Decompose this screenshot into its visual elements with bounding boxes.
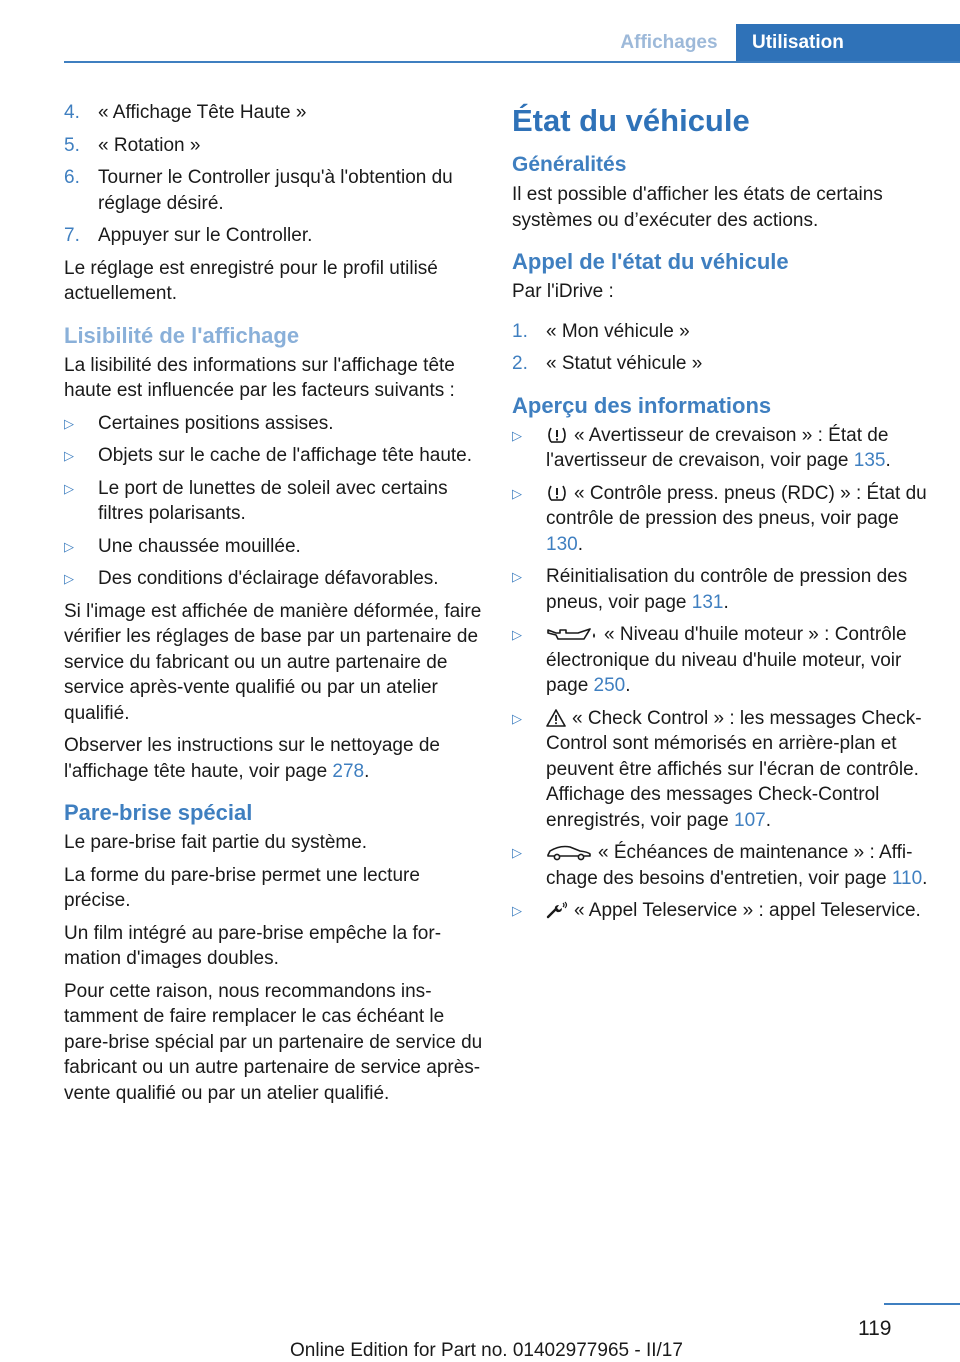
list-item: [512, 898, 932, 924]
list-item: [512, 840, 932, 891]
call-heading: Appel de l'état du véhicule: [512, 249, 789, 274]
left-column: [64, 100, 484, 1113]
page-link[interactable]: 110: [891, 867, 923, 889]
step-number: 5.: [64, 134, 80, 156]
step-item: [512, 351, 932, 377]
page-number: 119: [858, 1317, 892, 1340]
step-number: 7.: [64, 225, 80, 246]
list-item-text: « Échéances de maintenance » : Affichage des besoins d'entretien, voir page: [546, 842, 913, 889]
step-text: « Affichage Tête Haute »: [98, 102, 307, 123]
list-item-text: Certaines positions assises.: [98, 412, 334, 434]
list-item-text: Une chaussée mouillée.: [98, 535, 301, 557]
step-text: « Rotation »: [98, 134, 201, 156]
general-heading: Généralités: [512, 153, 627, 176]
punctuation: .: [765, 809, 771, 831]
distorted-image-note: Si l'image est affichée de manière déformée, faire vérifier les réglages de base par un partenaire de service du fabricant ou un autre partenaire de service après-vente qualifié ou par un atelier qualifié.: [64, 600, 482, 724]
readability-intro: La lisibilité des informations sur l'affichage tête haute est influencée par les facteurs suivants :: [64, 354, 455, 401]
punctuation: .: [885, 450, 891, 471]
bullet-triangle-icon: ▷: [512, 845, 522, 860]
step-item: [64, 100, 484, 126]
page-link[interactable]: 250: [593, 675, 626, 696]
list-item-text: Réinitialisation du contrôle de pression des pneus, voir page: [546, 566, 908, 613]
step-text: « Mon véhicule »: [546, 320, 690, 342]
list-item: [512, 423, 932, 474]
list-item: [64, 411, 484, 437]
step-item: [64, 133, 484, 159]
call-via: Par l'iDrive :: [512, 281, 614, 302]
bullet-triangle-icon: ▷: [64, 480, 74, 496]
warning-triangle-icon: [546, 709, 566, 727]
bullet-triangle-icon: ▷: [64, 538, 74, 554]
step-item: [512, 319, 932, 345]
punctuation: .: [577, 533, 583, 555]
general-text: Il est possible d'afficher les états de certains systèmes ou d’exécuter des actions.: [512, 184, 883, 231]
step-number: 4.: [64, 102, 80, 123]
page-link[interactable]: 130: [546, 533, 578, 555]
page-title: État du véhicule: [512, 103, 750, 138]
list-item: [512, 706, 932, 834]
step-text: Appuyer sur le Controller.: [98, 225, 313, 246]
list-item-text: « Contrôle press. pneus (RDC) » : État du contrôle de pression des pneus, voir page: [546, 482, 927, 529]
footer-rule: [884, 1303, 960, 1305]
step-text: « Statut véhicule »: [546, 353, 703, 374]
section-tab: Affichages: [620, 31, 718, 53]
step-number: 2.: [512, 353, 528, 374]
cleaning-text: Observer les instructions sur le nettoyage de l'affichage tête haute, voir page: [64, 735, 440, 782]
bullet-triangle-icon: ▷: [512, 710, 522, 726]
bullet-triangle-icon: ▷: [64, 571, 74, 586]
bullet-triangle-icon: ▷: [512, 903, 522, 918]
step-text: Tourner le Controller jusqu'à l'obtention du réglage désiré.: [98, 167, 453, 214]
step-number: 6.: [64, 167, 80, 188]
list-item: [64, 566, 484, 592]
page-link[interactable]: 107: [734, 809, 766, 831]
chapter-tab: Utilisation: [736, 24, 960, 62]
overview-heading: Aperçu des informations: [512, 392, 772, 418]
bullet-triangle-icon: ▷: [512, 627, 522, 642]
page-link[interactable]: 135: [853, 450, 886, 471]
windshield-paragraph: La forme du pare-brise permet une lecture précise.: [64, 864, 420, 911]
windshield-paragraph: Le pare-brise fait partie du système.: [64, 832, 368, 853]
oil-can-icon: [546, 625, 598, 643]
list-item: [512, 622, 932, 699]
header-rule: [64, 61, 960, 63]
windshield-paragraph: Pour cette raison, nous recommandons instamment de faire remplacer le cas échéant le pare-brise spécial par un partenaire de service du fabricant ou un autre partenaire de service après-vente qualifié ou par un atelier qualifié.: [64, 980, 483, 1104]
punctuation: .: [723, 591, 729, 613]
punctuation: .: [922, 867, 928, 889]
list-item-text: « Niveau d'huile moteur » : Contrôle électronique du niveau d'huile moteur, voir page: [546, 624, 907, 696]
step-item: [64, 223, 484, 249]
list-item: [64, 443, 484, 469]
bullet-triangle-icon: ▷: [512, 485, 522, 501]
list-item-text: « Appel Teleservice » : appel Teleservice.: [574, 900, 921, 921]
list-item: [64, 476, 484, 527]
bullet-triangle-icon: ▷: [512, 427, 522, 443]
page-link[interactable]: 131: [691, 591, 724, 613]
step-number: 1.: [512, 320, 528, 342]
windshield-heading: Pare-brise spécial: [64, 800, 253, 825]
list-item-text: « Check Control » : les messages Check-Control sont mémorisés en arrière-plan et peuvent être affichés sur l'écran de contrôle. Affichage des messages Check-Control enregistrés, voir page: [546, 707, 922, 831]
list-item-text: « Avertisseur de crevaison » : État de l'avertisseur de crevaison, voir page: [546, 424, 889, 471]
list-item-text: Objets sur le cache de l'affichage tête haute.: [98, 445, 473, 466]
page-link[interactable]: 278: [332, 760, 365, 782]
edition-footer: Online Edition for Part no. 01402977965 - II/17: [290, 1340, 683, 1361]
list-item: [64, 534, 484, 560]
readability-heading: Lisibilité de l'affichage: [64, 322, 300, 348]
bullet-triangle-icon: ▷: [512, 569, 522, 584]
service-car-icon: [546, 843, 592, 861]
bullet-triangle-icon: ▷: [64, 448, 74, 463]
cleaning-note: [64, 733, 484, 784]
bullet-triangle-icon: ▷: [64, 415, 74, 431]
step-item: [64, 165, 484, 216]
list-item-text: Le port de lunettes de soleil avec certains filtres polarisants.: [98, 477, 448, 524]
saved-note: Le réglage est enregistré pour le profil utilisé actuellement.: [64, 257, 438, 304]
right-column: [512, 100, 932, 931]
teleservice-wrench-icon: [546, 901, 568, 919]
list-item: [512, 481, 932, 558]
tire-warning-icon: [546, 484, 568, 502]
list-item-text: Des conditions d'éclairage défavorables.: [98, 568, 439, 589]
windshield-paragraph: Un film intégré au pare-brise empêche la formation d'images doubles.: [64, 922, 442, 969]
punctuation: .: [364, 760, 370, 782]
tire-warning-icon: [546, 426, 568, 444]
punctuation: .: [625, 675, 631, 696]
list-item: [512, 564, 932, 615]
